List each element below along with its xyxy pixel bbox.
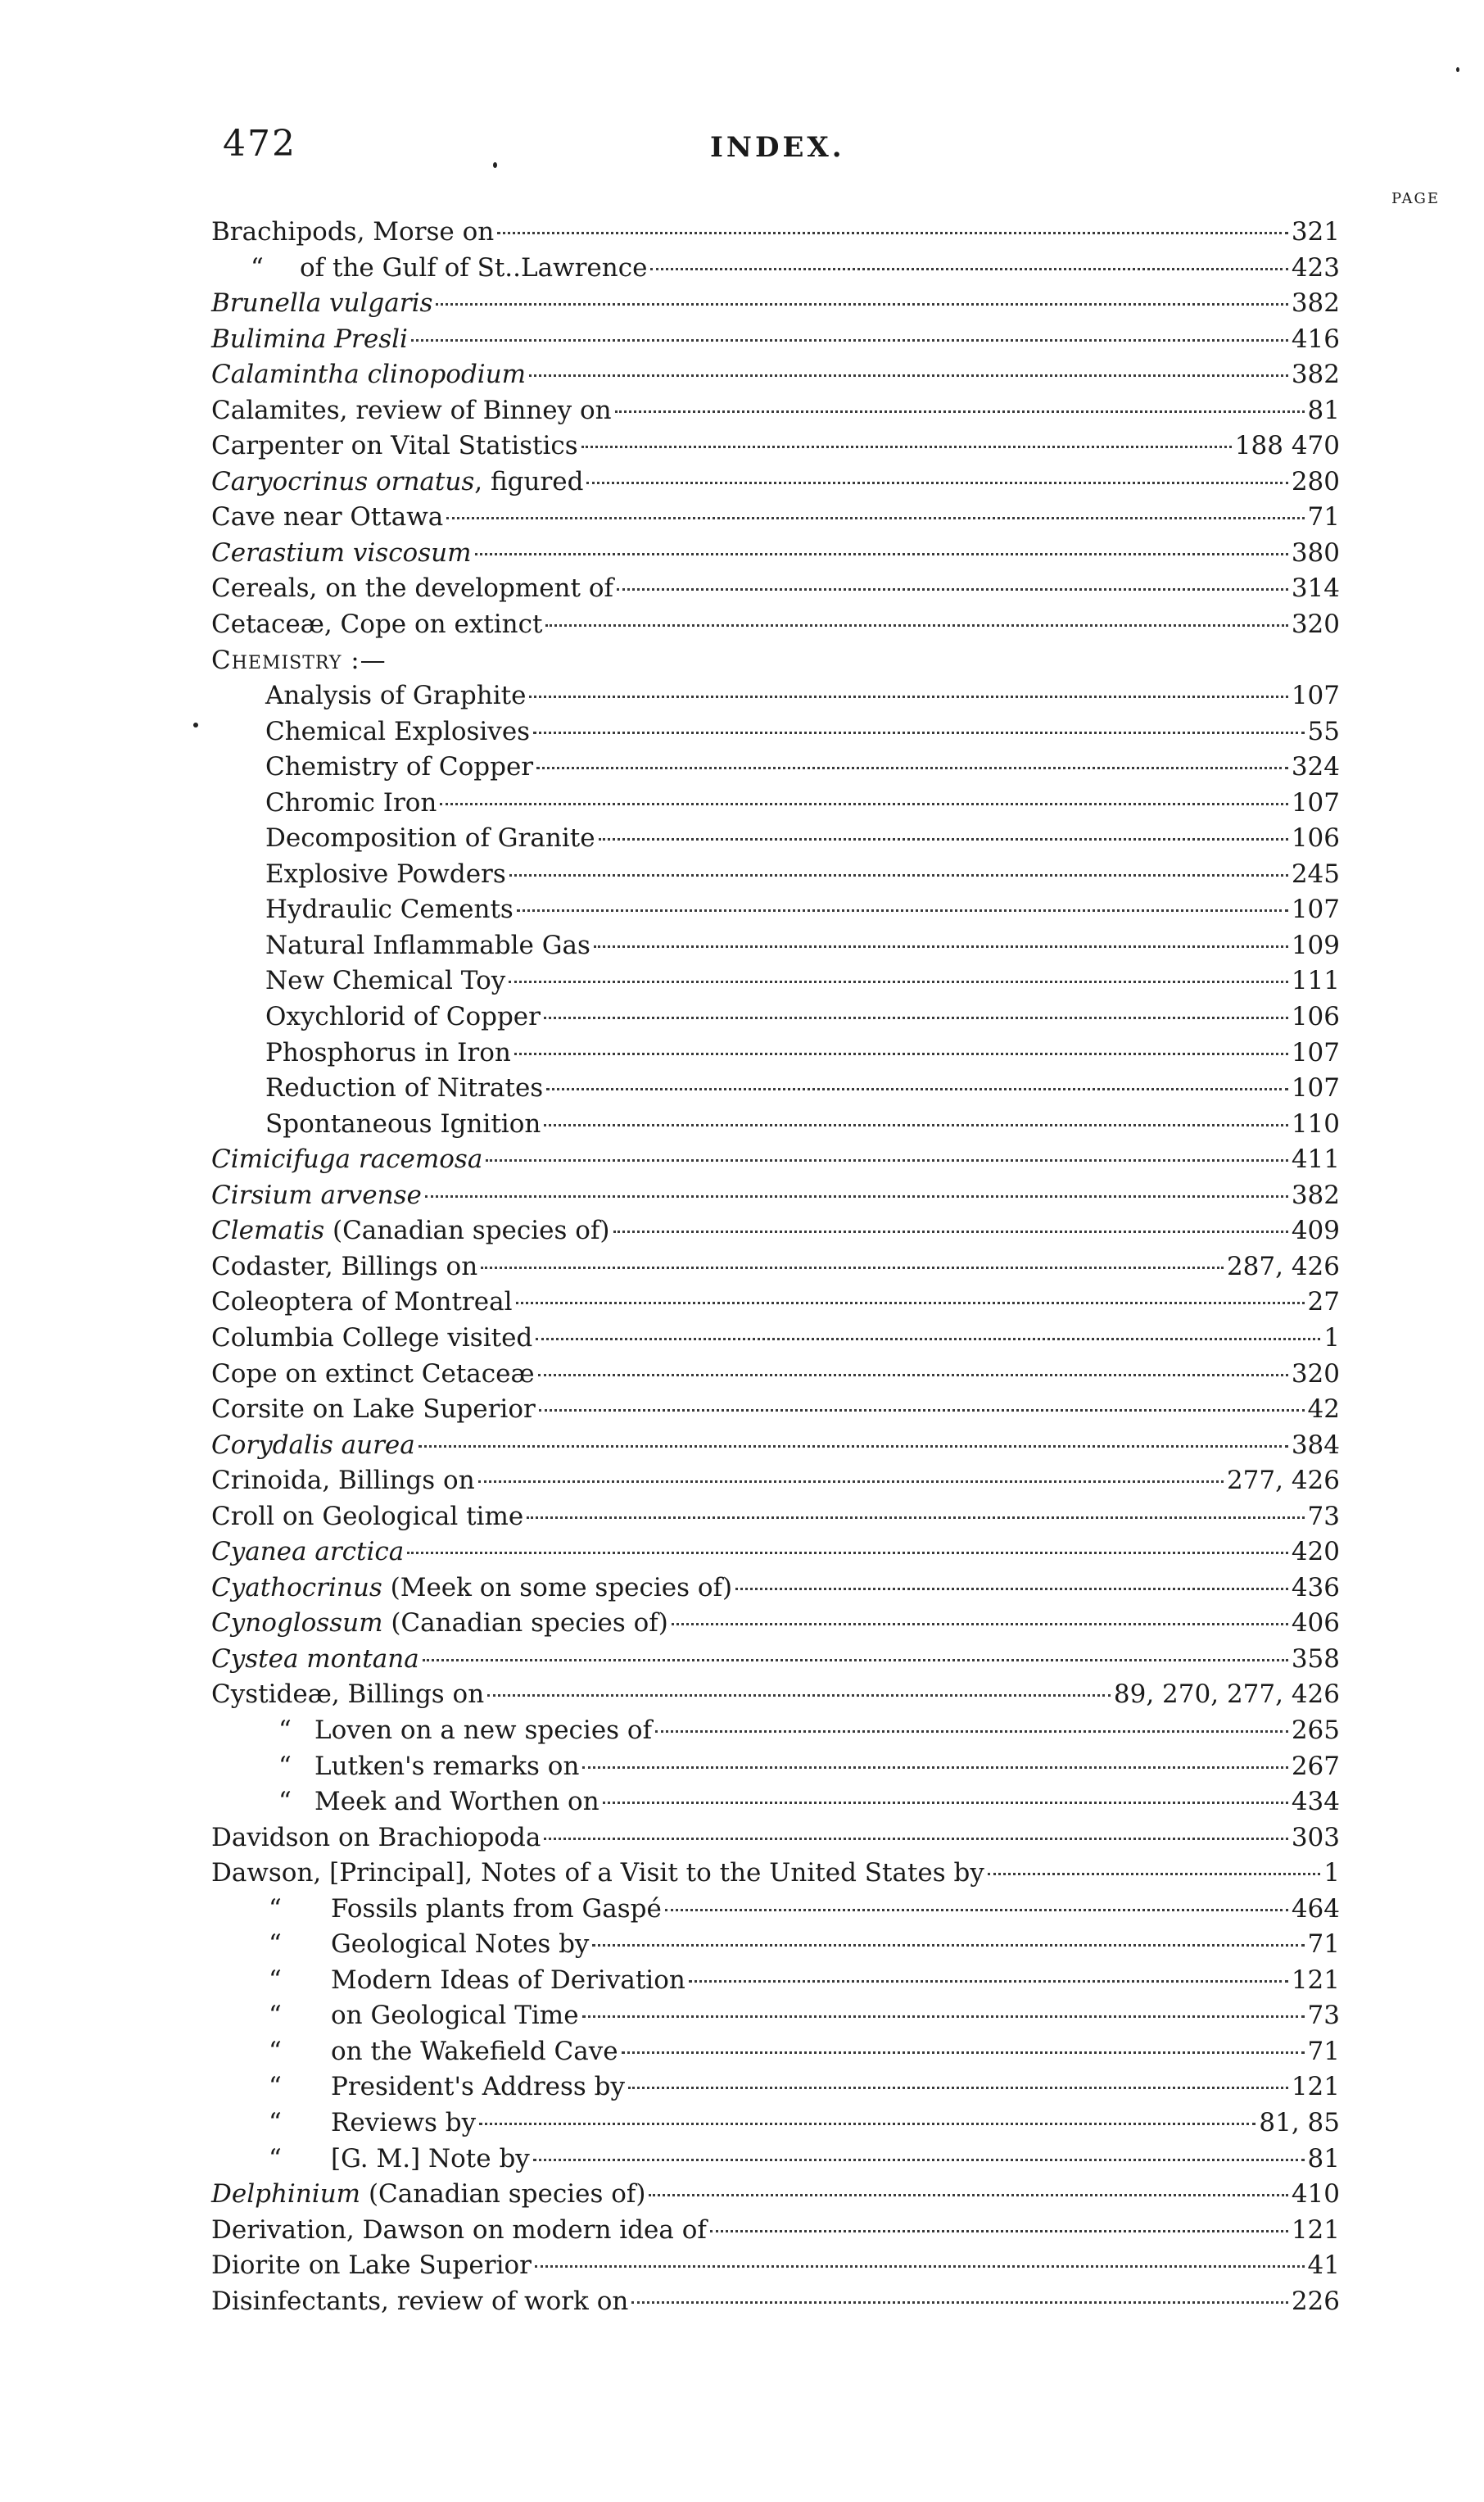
entry-label xyxy=(211,1571,732,1607)
entry-pages: 73 xyxy=(1307,1501,1340,1531)
entry-pages: 81 xyxy=(1307,2143,1340,2173)
dot-leader xyxy=(479,2122,1256,2125)
entry-text: Meek and Worthen on xyxy=(314,1787,599,1817)
entry-label xyxy=(211,1178,422,1214)
dot-leader xyxy=(615,410,1305,413)
index-entry xyxy=(211,1285,1340,1321)
entry-pages: 320 xyxy=(1291,1358,1340,1389)
entry-pages: 384 xyxy=(1291,1430,1340,1460)
entry-label: Diorite on Lake Superior xyxy=(211,2250,532,2281)
index-entry xyxy=(211,857,1340,893)
entry-pages: 121 xyxy=(1291,2214,1340,2245)
entry-label xyxy=(211,1213,610,1249)
dot-leader xyxy=(665,1908,1288,1911)
dot-leader xyxy=(536,1337,1320,1340)
entry-label xyxy=(211,2034,618,2070)
entry-label: Cystideæ, Billings on xyxy=(211,1679,485,1710)
entry-label: Spontaneous Ignition xyxy=(265,1108,541,1139)
dot-leader xyxy=(710,2229,1288,2232)
entry-label: Phosphorus in Iron xyxy=(265,1037,511,1067)
entry-label: Cereals, on the development of xyxy=(211,573,613,604)
entry-text: Loven on a new species of xyxy=(314,1715,653,1745)
page-header xyxy=(223,123,1369,180)
entry-taxon: Corydalis aurea xyxy=(211,1430,415,1460)
entry-label xyxy=(211,2177,645,2213)
entry-label xyxy=(211,357,526,393)
entry-label: Cetaceæ, Cope on extinct xyxy=(211,610,543,640)
index-entry xyxy=(211,465,1340,501)
index-entry xyxy=(211,1820,1340,1856)
dot-leader xyxy=(529,374,1288,377)
entry-pages: 109 xyxy=(1291,930,1340,960)
entry-pages: 121 xyxy=(1291,1965,1340,1995)
entry-label xyxy=(211,536,472,572)
entry-label xyxy=(211,2105,476,2142)
entry-label: Decomposition of Granite xyxy=(265,823,595,854)
entry-pages: 107 xyxy=(1291,787,1340,818)
entry-label: Explosive Powders xyxy=(265,859,506,889)
entry-pages: 121 xyxy=(1291,2072,1340,2102)
index-entry xyxy=(211,2069,1340,2105)
dot-leader xyxy=(582,1765,1287,1769)
dot-leader xyxy=(497,231,1288,234)
entry-label: Derivation, Dawson on modern idea of xyxy=(211,2214,707,2245)
entry-label: Analysis of Graphite xyxy=(265,681,527,711)
entry-label: Oxychlorid of Copper xyxy=(265,1002,541,1032)
index-entry xyxy=(211,322,1340,358)
index-entry xyxy=(211,678,1340,714)
entry-pages: 358 xyxy=(1291,1643,1340,1674)
entry-label: Chemistry of Copper xyxy=(265,752,534,782)
entry-text: (Canadian species of) xyxy=(324,1216,610,1246)
dot-leader xyxy=(672,1622,1288,1625)
index-entry xyxy=(211,357,1340,393)
entry-text: President's Address by xyxy=(331,2072,626,2102)
entry-taxon: Bulimina Presli xyxy=(211,324,408,354)
entry-taxon: Calamintha clinopodium xyxy=(211,360,527,390)
dot-leader xyxy=(735,1587,1288,1590)
index-entry xyxy=(211,251,1340,287)
index-entry xyxy=(211,1642,1340,1678)
entry-label: Columbia College visited xyxy=(211,1322,533,1353)
index-entry xyxy=(211,786,1340,822)
index-entry xyxy=(211,1107,1340,1143)
entry-label: New Chemical Toy xyxy=(265,966,506,996)
entry-pages: 71 xyxy=(1307,2036,1340,2066)
entry-pages: 89, 270, 277, 426 xyxy=(1113,1679,1340,1710)
ditto-mark: “ xyxy=(269,1965,282,1995)
index-entry xyxy=(211,1213,1340,1249)
entry-pages: 380 xyxy=(1291,537,1340,568)
dot-leader xyxy=(509,873,1288,877)
index-entry xyxy=(211,1856,1340,1892)
index-entry xyxy=(211,1998,1340,2034)
index-entry xyxy=(211,215,1340,251)
dot-leader xyxy=(544,1016,1288,1019)
ditto-mark: “ xyxy=(278,1787,292,1817)
index-entry xyxy=(211,821,1340,857)
dot-leader xyxy=(529,695,1287,698)
index-entry xyxy=(211,892,1340,928)
index-entry xyxy=(211,1713,1340,1749)
entry-label xyxy=(211,286,432,322)
entry-pages: 107 xyxy=(1291,681,1340,711)
ditto-mark: “ xyxy=(278,1751,292,1781)
entry-text: Geological Notes by xyxy=(331,1929,590,1960)
index-entry xyxy=(211,2034,1340,2070)
dot-leader xyxy=(411,338,1288,342)
entry-pages: 382 xyxy=(1291,288,1340,319)
ditto-mark: “ xyxy=(269,1893,282,1924)
entry-pages: 1 xyxy=(1323,1322,1340,1353)
dot-leader xyxy=(631,2300,1288,2304)
entry-label xyxy=(211,1963,685,1999)
entry-label: Natural Inflammable Gas xyxy=(265,930,590,960)
entry-text: (Meek on some species of) xyxy=(382,1572,733,1602)
index-entry xyxy=(211,2284,1340,2320)
entry-text: , figured xyxy=(474,466,584,496)
entry-taxon: Cirsium arvense xyxy=(211,1180,422,1210)
entry-label: Chemical Explosives xyxy=(265,716,531,746)
dot-leader xyxy=(533,731,1304,734)
print-speck xyxy=(493,162,497,168)
entry-pages: 420 xyxy=(1291,1537,1340,1567)
entry-pages: 382 xyxy=(1291,360,1340,390)
index-entry xyxy=(211,500,1340,536)
dot-leader xyxy=(603,1801,1288,1804)
entry-taxon: Cynoglossum xyxy=(211,1608,383,1639)
dot-leader xyxy=(475,552,1288,555)
index-entry xyxy=(211,1892,1340,1928)
entry-pages: 314 xyxy=(1291,573,1340,604)
ditto-mark: “ xyxy=(269,1929,282,1960)
entry-pages: 280 xyxy=(1291,466,1340,496)
dot-leader xyxy=(517,909,1288,912)
dot-leader xyxy=(516,1301,1305,1304)
dot-leader xyxy=(535,2264,1305,2268)
dot-leader xyxy=(538,1373,1288,1376)
dot-leader xyxy=(586,481,1287,484)
entry-pages: 42 xyxy=(1307,1394,1340,1425)
dot-leader xyxy=(546,1087,1288,1090)
dot-leader xyxy=(581,445,1232,448)
entry-taxon: Cystea montana xyxy=(211,1643,419,1674)
index-entry xyxy=(211,714,1340,750)
index-entry xyxy=(211,1534,1340,1571)
index-entry xyxy=(211,1499,1340,1535)
entry-text: on the Wakefield Cave xyxy=(331,2036,618,2066)
entry-pages: 107 xyxy=(1291,1073,1340,1104)
entry-pages: 1 xyxy=(1323,1858,1340,1888)
entry-label xyxy=(211,1749,579,1785)
entry-label: Disinfectants, review of work on xyxy=(211,2286,629,2316)
index-entry xyxy=(211,1071,1340,1107)
index-entry xyxy=(211,963,1340,999)
index-entry xyxy=(211,1606,1340,1642)
ditto-mark: “ xyxy=(269,2001,282,2031)
entry-pages: 409 xyxy=(1291,1216,1340,1246)
dot-leader xyxy=(514,1052,1288,1055)
index-entry xyxy=(211,1142,1340,1178)
index-entry xyxy=(211,750,1340,786)
index-entry xyxy=(211,1963,1340,1999)
entry-pages: 411 xyxy=(1291,1144,1340,1175)
ditto-mark: “ xyxy=(278,1715,292,1745)
dot-leader xyxy=(594,945,1288,948)
dot-leader xyxy=(655,1729,1288,1733)
entry-label: Crinoida, Billings on xyxy=(211,1466,475,1496)
entry-label: Croll on Geological time xyxy=(211,1501,524,1531)
entry-pages: 71 xyxy=(1307,1929,1340,1960)
entry-label: Dawson, [Principal], Notes of a Visit to the United States by xyxy=(211,1858,984,1888)
entry-label xyxy=(211,1784,599,1820)
entry-pages: 382 xyxy=(1291,1180,1340,1210)
entry-text: of the Gulf of St..Lawrence xyxy=(300,252,648,283)
entry-pages: 188 470 xyxy=(1234,431,1340,461)
page-column-label: PAGE xyxy=(1391,190,1440,207)
entry-label: Calamites, review of Binney on xyxy=(211,395,612,425)
index-entry xyxy=(211,1036,1340,1072)
entry-pages: 324 xyxy=(1291,752,1340,782)
entry-taxon: Delphinium xyxy=(211,2179,361,2210)
entry-label xyxy=(211,2069,625,2105)
entry-taxon: Cyathocrinus xyxy=(211,1572,382,1602)
dot-leader xyxy=(582,2015,1305,2018)
entry-label xyxy=(211,251,647,287)
entry-label xyxy=(211,322,408,358)
entry-pages: 267 xyxy=(1291,1751,1340,1781)
index-entry xyxy=(211,1463,1340,1499)
dot-leader xyxy=(509,980,1288,983)
entry-pages: 464 xyxy=(1291,1893,1340,1924)
entry-pages: 436 xyxy=(1291,1572,1340,1602)
index-entry xyxy=(211,1749,1340,1785)
entry-taxon: Caryocrinus ornatus xyxy=(211,466,475,496)
entry-text: Fossils plants from Gaspé xyxy=(331,1893,662,1924)
entry-label: Brachipods, Morse on xyxy=(211,217,495,247)
dot-leader xyxy=(613,1230,1288,1233)
dot-leader xyxy=(440,802,1287,805)
dot-leader xyxy=(545,623,1287,627)
entry-label: Corsite on Lake Superior xyxy=(211,1394,536,1425)
index-entry xyxy=(211,1927,1340,1963)
entry-text: Modern Ideas of Derivation xyxy=(331,1965,685,1995)
entry-text: Lutken's remarks on xyxy=(314,1751,580,1781)
dot-leader xyxy=(689,1979,1288,1983)
entry-pages: 434 xyxy=(1291,1787,1340,1817)
ditto-mark: “ xyxy=(269,2072,282,2102)
entry-taxon: Cyanea arctica xyxy=(211,1537,405,1567)
dot-leader xyxy=(533,2158,1305,2161)
entry-pages: 81, 85 xyxy=(1259,2107,1340,2137)
entry-text: [G. M.] Note by xyxy=(331,2143,530,2173)
running-head: INDEX. xyxy=(710,131,845,164)
index-entry xyxy=(211,2177,1340,2213)
index-entry xyxy=(211,1677,1340,1713)
dot-leader xyxy=(536,766,1288,769)
entry-pages: 107 xyxy=(1291,895,1340,925)
index-entry xyxy=(211,1178,1340,1214)
dot-leader xyxy=(446,516,1304,519)
dot-leader xyxy=(487,1693,1111,1697)
page-number: 472 xyxy=(223,123,296,165)
ditto-mark: “ xyxy=(269,2036,282,2066)
entry-label: Chromic Iron xyxy=(265,787,437,818)
index-entry xyxy=(211,428,1340,465)
dot-leader xyxy=(527,1516,1304,1519)
entry-label xyxy=(211,1927,589,1963)
dot-leader xyxy=(628,2086,1288,2089)
entry-pages: 81 xyxy=(1307,395,1340,425)
entry-taxon: Cerastium viscosum xyxy=(211,537,472,568)
dot-leader xyxy=(478,1480,1224,1483)
index-entry xyxy=(211,2142,1340,2178)
section-heading: Chemistry :— xyxy=(211,645,387,675)
entry-pages: 416 xyxy=(1291,324,1340,354)
entry-label xyxy=(211,1428,415,1464)
entry-taxon: Brunella vulgaris xyxy=(211,288,433,319)
entry-pages: 111 xyxy=(1291,966,1340,996)
entry-label: Davidson on Brachiopoda xyxy=(211,1822,541,1852)
entry-text: on Geological Time xyxy=(331,2001,579,2031)
entry-pages: 110 xyxy=(1291,1108,1340,1139)
dot-leader xyxy=(650,267,1287,270)
dot-leader xyxy=(425,1194,1288,1198)
index-entry xyxy=(211,1392,1340,1428)
entry-taxon: Clematis xyxy=(211,1216,325,1246)
print-speck xyxy=(193,723,198,727)
entry-pages: 106 xyxy=(1291,823,1340,854)
entry-pages: 321 xyxy=(1291,217,1340,247)
entry-taxon: Cimicifuga racemosa xyxy=(211,1144,483,1175)
dot-leader xyxy=(539,1408,1305,1412)
entry-text: Reviews by xyxy=(331,2107,477,2137)
entry-label: Carpenter on Vital Statistics xyxy=(211,431,578,461)
entry-label: Cave near Ottawa xyxy=(211,502,444,533)
dot-leader xyxy=(436,302,1287,306)
entry-text: (Canadian species of) xyxy=(360,2179,646,2210)
entry-label xyxy=(211,1998,579,2034)
entry-pages: 423 xyxy=(1291,252,1340,283)
entry-pages: 277, 426 xyxy=(1226,1466,1340,1496)
dot-leader xyxy=(649,2193,1287,2196)
index-entry xyxy=(211,393,1340,429)
entry-pages: 287, 426 xyxy=(1226,1251,1340,1281)
entry-pages: 71 xyxy=(1307,502,1340,533)
dot-leader xyxy=(481,1266,1224,1269)
entry-label xyxy=(211,1642,419,1678)
index-entry xyxy=(211,1249,1340,1285)
dot-leader xyxy=(423,1658,1288,1661)
entry-label xyxy=(211,1892,662,1928)
dot-leader xyxy=(617,587,1288,591)
index-entry xyxy=(211,607,1340,643)
ditto-mark: “ xyxy=(251,252,264,283)
dot-leader xyxy=(419,1444,1288,1448)
index-entry xyxy=(211,1428,1340,1464)
entry-pages: 107 xyxy=(1291,1037,1340,1067)
entry-text: (Canadian species of) xyxy=(382,1608,668,1639)
dot-leader xyxy=(988,1872,1320,1875)
entry-pages: 27 xyxy=(1307,1287,1340,1317)
entry-label xyxy=(211,1142,482,1178)
index-list xyxy=(211,215,1340,2319)
entry-label xyxy=(211,1606,668,1642)
index-entry xyxy=(211,2105,1340,2142)
dot-leader xyxy=(544,1837,1288,1840)
dot-leader xyxy=(486,1158,1288,1162)
entry-pages: 106 xyxy=(1291,1002,1340,1032)
index-entry xyxy=(211,928,1340,964)
entry-pages: 73 xyxy=(1307,2001,1340,2031)
dot-leader xyxy=(599,837,1288,841)
index-entry xyxy=(211,2213,1340,2249)
index-entry xyxy=(211,1321,1340,1357)
entry-label: Hydraulic Cements xyxy=(265,895,514,925)
entry-pages: 406 xyxy=(1291,1608,1340,1639)
index-entry xyxy=(211,1357,1340,1393)
entry-label xyxy=(211,1534,404,1571)
entry-pages: 41 xyxy=(1307,2250,1340,2281)
dot-leader xyxy=(592,1943,1304,1947)
entry-pages: 265 xyxy=(1291,1715,1340,1745)
ditto-mark: “ xyxy=(269,2143,282,2173)
index-entry xyxy=(211,1784,1340,1820)
index-entry xyxy=(211,643,1340,679)
entry-label xyxy=(211,1713,652,1749)
entry-label: Coleoptera of Montreal xyxy=(211,1287,513,1317)
index-entry xyxy=(211,1571,1340,1607)
entry-pages: 55 xyxy=(1307,716,1340,746)
entry-pages: 320 xyxy=(1291,610,1340,640)
print-speck xyxy=(1456,67,1459,72)
entry-label xyxy=(211,465,583,501)
entry-pages: 245 xyxy=(1291,859,1340,889)
dot-leader xyxy=(407,1551,1288,1554)
index-entry xyxy=(211,999,1340,1036)
entry-pages: 226 xyxy=(1291,2286,1340,2316)
index-entry xyxy=(211,536,1340,572)
entry-label: Cope on extinct Cetaceæ xyxy=(211,1358,535,1389)
ditto-mark: “ xyxy=(269,2107,282,2137)
entry-pages: 410 xyxy=(1291,2179,1340,2210)
index-entry xyxy=(211,286,1340,322)
entry-label xyxy=(211,2142,530,2178)
index-entry xyxy=(211,2248,1340,2284)
entry-pages: 303 xyxy=(1291,1822,1340,1852)
dot-leader xyxy=(622,2051,1305,2054)
entry-label: Reduction of Nitrates xyxy=(265,1073,544,1104)
entry-label: Codaster, Billings on xyxy=(211,1251,478,1281)
index-entry xyxy=(211,571,1340,607)
dot-leader xyxy=(544,1123,1288,1126)
